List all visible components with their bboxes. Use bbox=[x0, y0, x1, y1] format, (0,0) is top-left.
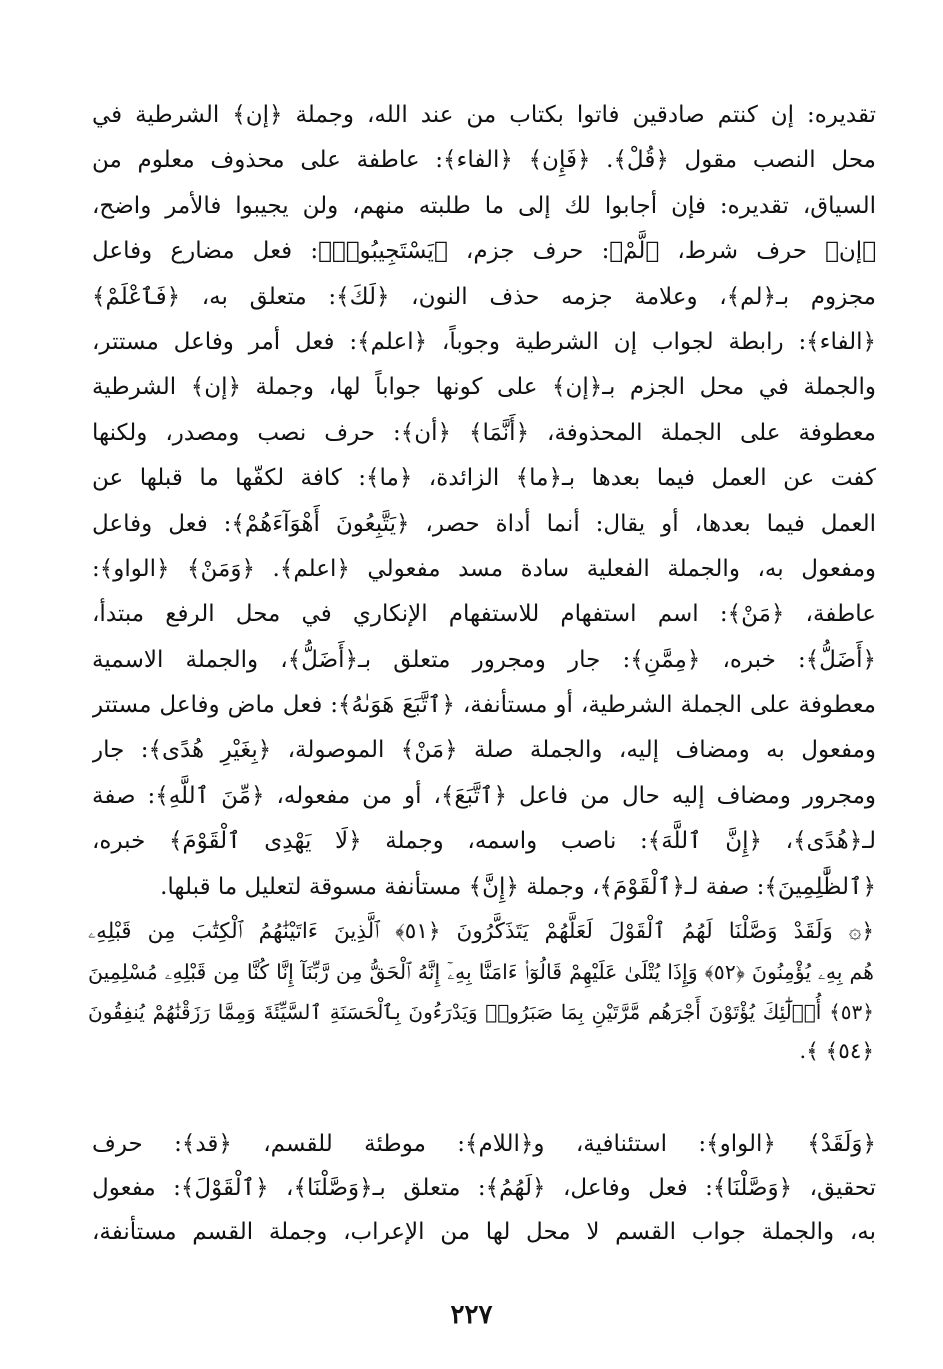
verse-line: ﴿٥٤﴾ ﴾. bbox=[799, 1039, 874, 1064]
page-number: ٢٢٧ bbox=[450, 1300, 493, 1330]
text-line: به، والجملة جواب القسم لا محل لها من الإعراب، وجملة القسم مستأنفة، bbox=[92, 1219, 876, 1245]
text-line: ومجرور ومضاف إليه حال من فاعل ﴿ٱتَّبَعَ﴾، أو من مفعوله، ﴿مِّنَ ٱللَّهِ﴾: صفة bbox=[92, 782, 876, 809]
text-line: ومفعول به ومضاف إليه، والجملة صلة ﴿مَنْ﴾ الموصولة، ﴿بِغَيْرِ هُدًى﴾: جار bbox=[92, 737, 876, 764]
grammar-paragraph-1 bbox=[92, 93, 876, 910]
text-line: والجملة في محل الجزم بـ﴿إن﴾ على كونها جواباً لها، وجملة ﴿إن﴾ الشرطية bbox=[92, 374, 876, 401]
text-line: ومفعول به، والجملة الفعلية سادة مسد مفعولي ﴿اعلم﴾. ﴿وَمَنْ﴾ ﴿الواو﴾: bbox=[92, 555, 876, 582]
text-line: كفت عن العمل فيما بعدها بـ﴿ما﴾ الزائدة، ﴿ما﴾: كافة لكفّها ما قبلها عن bbox=[92, 465, 876, 492]
text-line: تحقيق، ﴿وَصَّلْنَا﴾: فعل وفاعل، ﴿لَهُمُ﴾: متعلق بـ﴿وَصَّلْنَا﴾، ﴿ٱلْقَوْلَ﴾: مفعول bbox=[92, 1175, 876, 1201]
text-line: عاطفة، ﴿مَنْ﴾: اسم استفهام للاستفهام الإنكاري في محل الرفع مبتدأ، bbox=[92, 601, 876, 628]
text-line: ﴿الفاء﴾: رابطة لجواب إن الشرطية وجوباً، ﴿اعلم﴾: فعل أمر وفاعل مستتر، bbox=[92, 328, 876, 355]
text-line: العمل فيما بعدها، أو يقال: أنما أداة حصر، ﴿يَتَّبِعُونَ أَهْوَآءَهُمْ﴾: فعل وفاعل bbox=[92, 510, 876, 537]
text-line: لـ﴿هُدًى﴾، ﴿إِنَّ ٱللَّهَ﴾: ناصب واسمه، وجملة ﴿لَا يَهْدِى ٱلْقَوْمَ﴾ خبره، bbox=[92, 828, 876, 855]
text-line: ﴿أَضَلُّ﴾: خبره، ﴿مِمَّنِ﴾: جار ومجرور متعلق بـ﴿أَضَلُّ﴾، والجملة الاسمية bbox=[92, 646, 876, 673]
text-line: مجزوم بـ﴿لم﴾، وعلامة جزمه حذف النون، ﴿لَكَ﴾: متعلق به، ﴿فَٱعْلَمْ﴾ bbox=[92, 283, 876, 310]
text-line: ﴿وَلَقَدْ﴾ ﴿الواو﴾: استئنافية، و﴿اللام﴾: موطئة للقسم، ﴿قد﴾: حرف bbox=[92, 1131, 876, 1157]
text-line: ﴿إن﴾ حرف شرط، ﴿لَّمْ﴾: حرف جزم، ﴿يَسْتَجِيبُوا۟﴾: فعل مضارع وفاعل bbox=[92, 238, 876, 265]
text-line: محل النصب مقول ﴿قُلْ﴾. ﴿فَإِن﴾ ﴿الفاء﴾: عاطفة على محذوف معلوم من bbox=[92, 147, 876, 174]
text-line: السياق، تقديره: فإن أجابوا لك إلى ما طلبته منهم، ولن يجيبوا فالأمر واضح، bbox=[92, 192, 876, 219]
text-line: معطوفة على الجملة الشرطية، أو مستأنفة، ﴿ٱتَّبَعَ هَوَىٰهُ﴾: فعل ماض وفاعل مستتر bbox=[92, 692, 876, 719]
verse-line: ﴿۞ وَلَقَدْ وَصَّلْنَا لَهُمُ ٱلْقَوْلَ لَعَلَّهُمْ يَتَذَكَّرُونَ ﴿٥١﴾ ٱلَّذِينَ ءَاتَيْنَٰهُمُ ٱلْكِتَٰبَ مِن قَبْلِهِۦ bbox=[88, 919, 874, 944]
verse-line: هُم بِهِۦ يُؤْمِنُونَ ﴿٥٢﴾ وَإِذَا يُتْلَىٰ عَلَيْهِمْ قَالُوٓا۟ ءَامَنَّا بِهِۦٓ إِنَّهُ ٱلْحَقُّ مِن رَّبِّنَآ إِنَّا كُنَّا مِن قَبْلِهِۦ مُسْلِمِينَ bbox=[88, 960, 874, 984]
text-line: ﴿ٱلظَّٰلِمِينَ﴾: صفة لـ﴿ٱلْقَوْمَ﴾، وجملة ﴿إِنَّ﴾ مستأنفة مسوقة لتعليل ما قبلها. bbox=[160, 873, 876, 900]
verse-line: ﴿٥٣﴾ أُو۟لَٰٓئِكَ يُؤْتَوْنَ أَجْرَهُم مَّرَّتَيْنِ بِمَا صَبَرُوا۟ وَيَدْرَءُونَ بِٱلْحَسَنَةِ ٱلسَّيِّئَةَ وَمِمَّا رَزَقْنَٰهُمْ يُنفِقُونَ bbox=[88, 1000, 874, 1024]
grammar-paragraph-2 bbox=[92, 1122, 876, 1254]
text-line: معطوفة على الجملة المحذوفة، ﴿أَنَّمَا﴾ ﴿أن﴾: حرف نصب ومصدر، ولكنها bbox=[92, 419, 876, 446]
quran-verse-block bbox=[88, 912, 874, 1072]
text-line: تقديره: إن كنتم صادقين فاتوا بكتاب من عند الله، وجملة ﴿إن﴾ الشرطية في bbox=[92, 102, 876, 128]
